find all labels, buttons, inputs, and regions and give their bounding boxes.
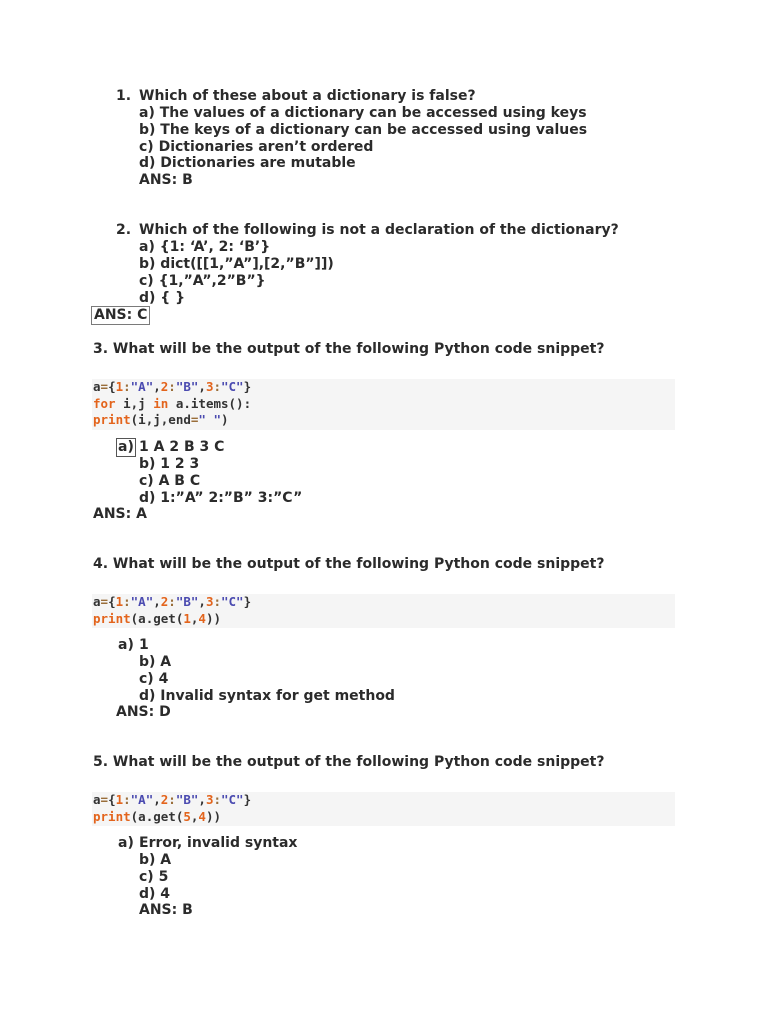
- code-token: 1: [115, 379, 124, 394]
- option-d: d) Invalid syntax for get method: [139, 688, 395, 704]
- code-token: ,: [198, 379, 206, 394]
- code-token: print: [93, 808, 131, 824]
- code-token: :: [123, 792, 131, 807]
- code-token: (: [130, 412, 139, 427]
- option-d: d) 1:”A” 2:”B” 3:”C”: [139, 490, 303, 506]
- code-token: in: [153, 395, 169, 411]
- code-token: items: [190, 395, 229, 411]
- code-token: for: [93, 395, 116, 411]
- code-line: [92, 412, 675, 429]
- code-token: "A": [130, 594, 154, 609]
- question-text: 5. What will be the output of the following Python code snippet?: [93, 754, 605, 770]
- code-token: end: [168, 412, 191, 427]
- option-a-label: a): [118, 637, 134, 653]
- code-token: :: [168, 792, 176, 807]
- code-token: }: [243, 594, 252, 609]
- option-a: 1: [139, 637, 149, 653]
- code-token: 3: [205, 594, 214, 609]
- option-b: b) dict([[1,”A”],[2,”B”]]): [139, 256, 334, 272]
- option-b: b) A: [139, 852, 172, 868]
- code-token: i: [138, 412, 146, 427]
- code-token: "C": [221, 792, 244, 807]
- option-c: c) {1,”A”,2”B”}: [139, 273, 266, 289]
- code-token: "B": [175, 379, 199, 394]
- code-token: (: [175, 610, 184, 626]
- option-a: Error, invalid syntax: [139, 835, 298, 851]
- code-token: }: [243, 792, 252, 807]
- code-token: ,: [198, 594, 206, 609]
- code-token: ,: [198, 792, 206, 807]
- code-token: ,: [130, 395, 139, 411]
- code-line: [92, 396, 675, 413]
- option-d: d) 4: [139, 886, 171, 902]
- answer: ANS: C: [94, 307, 148, 323]
- code-token: ,: [153, 594, 161, 609]
- code-token: ():: [228, 395, 252, 411]
- code-token: (: [175, 808, 184, 824]
- option-a: 1 A 2 B 3 C: [139, 439, 225, 455]
- code-snippet: [92, 594, 675, 628]
- option-a: a) {1: ‘A’, 2: ‘B’}: [139, 239, 271, 255]
- option-b: b) The keys of a dictionary can be accessed using values: [139, 122, 588, 138]
- code-token: 4: [198, 808, 206, 824]
- option-c: c) 4: [139, 671, 169, 687]
- option-d: d) { }: [139, 290, 186, 306]
- code-token: a: [93, 792, 101, 807]
- code-token: {: [108, 379, 116, 394]
- code-token: }: [243, 379, 252, 394]
- answer: ANS: B: [139, 172, 193, 188]
- code-token: 2: [160, 792, 169, 807]
- option-b: b) A: [139, 654, 172, 670]
- code-token: 2: [160, 379, 169, 394]
- option-b: b) 1 2 3: [139, 456, 200, 472]
- code-token: "A": [130, 792, 154, 807]
- code-token: ,: [190, 610, 199, 626]
- option-c: c) 5: [139, 869, 169, 885]
- question-number: 2.: [116, 222, 132, 238]
- code-token: :: [213, 594, 221, 609]
- code-token: a: [93, 594, 101, 609]
- code-token: .: [145, 610, 154, 626]
- code-token: {: [108, 594, 116, 609]
- answer: ANS: B: [139, 902, 193, 918]
- code-token: "B": [175, 792, 199, 807]
- code-token: {: [108, 792, 116, 807]
- option-c: c) Dictionaries aren’t ordered: [139, 139, 374, 155]
- option-c: c) A B C: [139, 473, 201, 489]
- code-token: =: [100, 379, 109, 394]
- code-token: print: [93, 610, 131, 626]
- code-token: :: [213, 792, 221, 807]
- code-token: ,: [153, 379, 161, 394]
- code-token: j: [153, 412, 161, 427]
- option-a: a) The values of a dictionary can be accessed using keys: [139, 105, 587, 121]
- code-token: (: [130, 610, 139, 626]
- code-token: :: [168, 594, 176, 609]
- code-token: ,: [145, 412, 154, 427]
- code-token: 5: [183, 808, 191, 824]
- code-token: =: [100, 792, 109, 807]
- code-token: :: [123, 594, 131, 609]
- code-token: a: [93, 379, 101, 394]
- code-token: "B": [175, 594, 199, 609]
- question-text: 3. What will be the output of the following Python code snippet?: [93, 341, 605, 357]
- code-token: i: [115, 395, 131, 411]
- code-token: 1: [115, 792, 124, 807]
- option-a-label: a): [118, 835, 134, 851]
- code-token: :: [168, 379, 176, 394]
- code-token: "A": [130, 379, 154, 394]
- answer: ANS: D: [116, 704, 171, 720]
- question-text: Which of these about a dictionary is false?: [139, 88, 476, 104]
- code-token: 3: [205, 379, 214, 394]
- code-line: [92, 809, 675, 826]
- code-token: a: [138, 610, 146, 626]
- code-token: 1: [183, 610, 191, 626]
- code-token: =: [100, 594, 109, 609]
- code-line: [92, 792, 675, 809]
- code-token: print: [93, 412, 131, 427]
- question-text: 4. What will be the output of the following Python code snippet?: [93, 556, 605, 572]
- code-token: "C": [221, 594, 244, 609]
- code-token: " ": [198, 412, 221, 427]
- code-token: 1: [115, 594, 124, 609]
- question-number: 1.: [116, 88, 132, 104]
- option-d: d) Dictionaries are mutable: [139, 155, 356, 171]
- code-snippet: [92, 792, 675, 826]
- option-a-label: a): [118, 439, 134, 455]
- code-token: 4: [198, 610, 206, 626]
- code-token: get: [153, 610, 176, 626]
- code-token: :: [123, 379, 131, 394]
- code-token: )): [205, 610, 221, 626]
- code-token: a: [168, 395, 184, 411]
- code-token: =: [190, 412, 199, 427]
- code-token: a: [138, 808, 146, 824]
- code-token: .: [183, 395, 191, 411]
- code-token: (: [130, 808, 139, 824]
- code-line: [92, 611, 675, 628]
- question-text: Which of the following is not a declaration of the dictionary?: [139, 222, 619, 238]
- code-token: 3: [205, 792, 214, 807]
- code-snippet: [92, 379, 675, 430]
- code-token: :: [213, 379, 221, 394]
- code-token: ,: [160, 412, 169, 427]
- code-token: ,: [153, 792, 161, 807]
- code-token: ): [220, 412, 229, 427]
- answer: ANS: A: [93, 506, 147, 522]
- code-token: ,: [190, 808, 199, 824]
- code-token: "C": [221, 379, 244, 394]
- code-line: [92, 379, 675, 396]
- code-token: .: [145, 808, 154, 824]
- code-token: )): [205, 808, 221, 824]
- code-token: 2: [160, 594, 169, 609]
- code-token: get: [153, 808, 176, 824]
- code-token: j: [138, 395, 154, 411]
- code-line: [92, 594, 675, 611]
